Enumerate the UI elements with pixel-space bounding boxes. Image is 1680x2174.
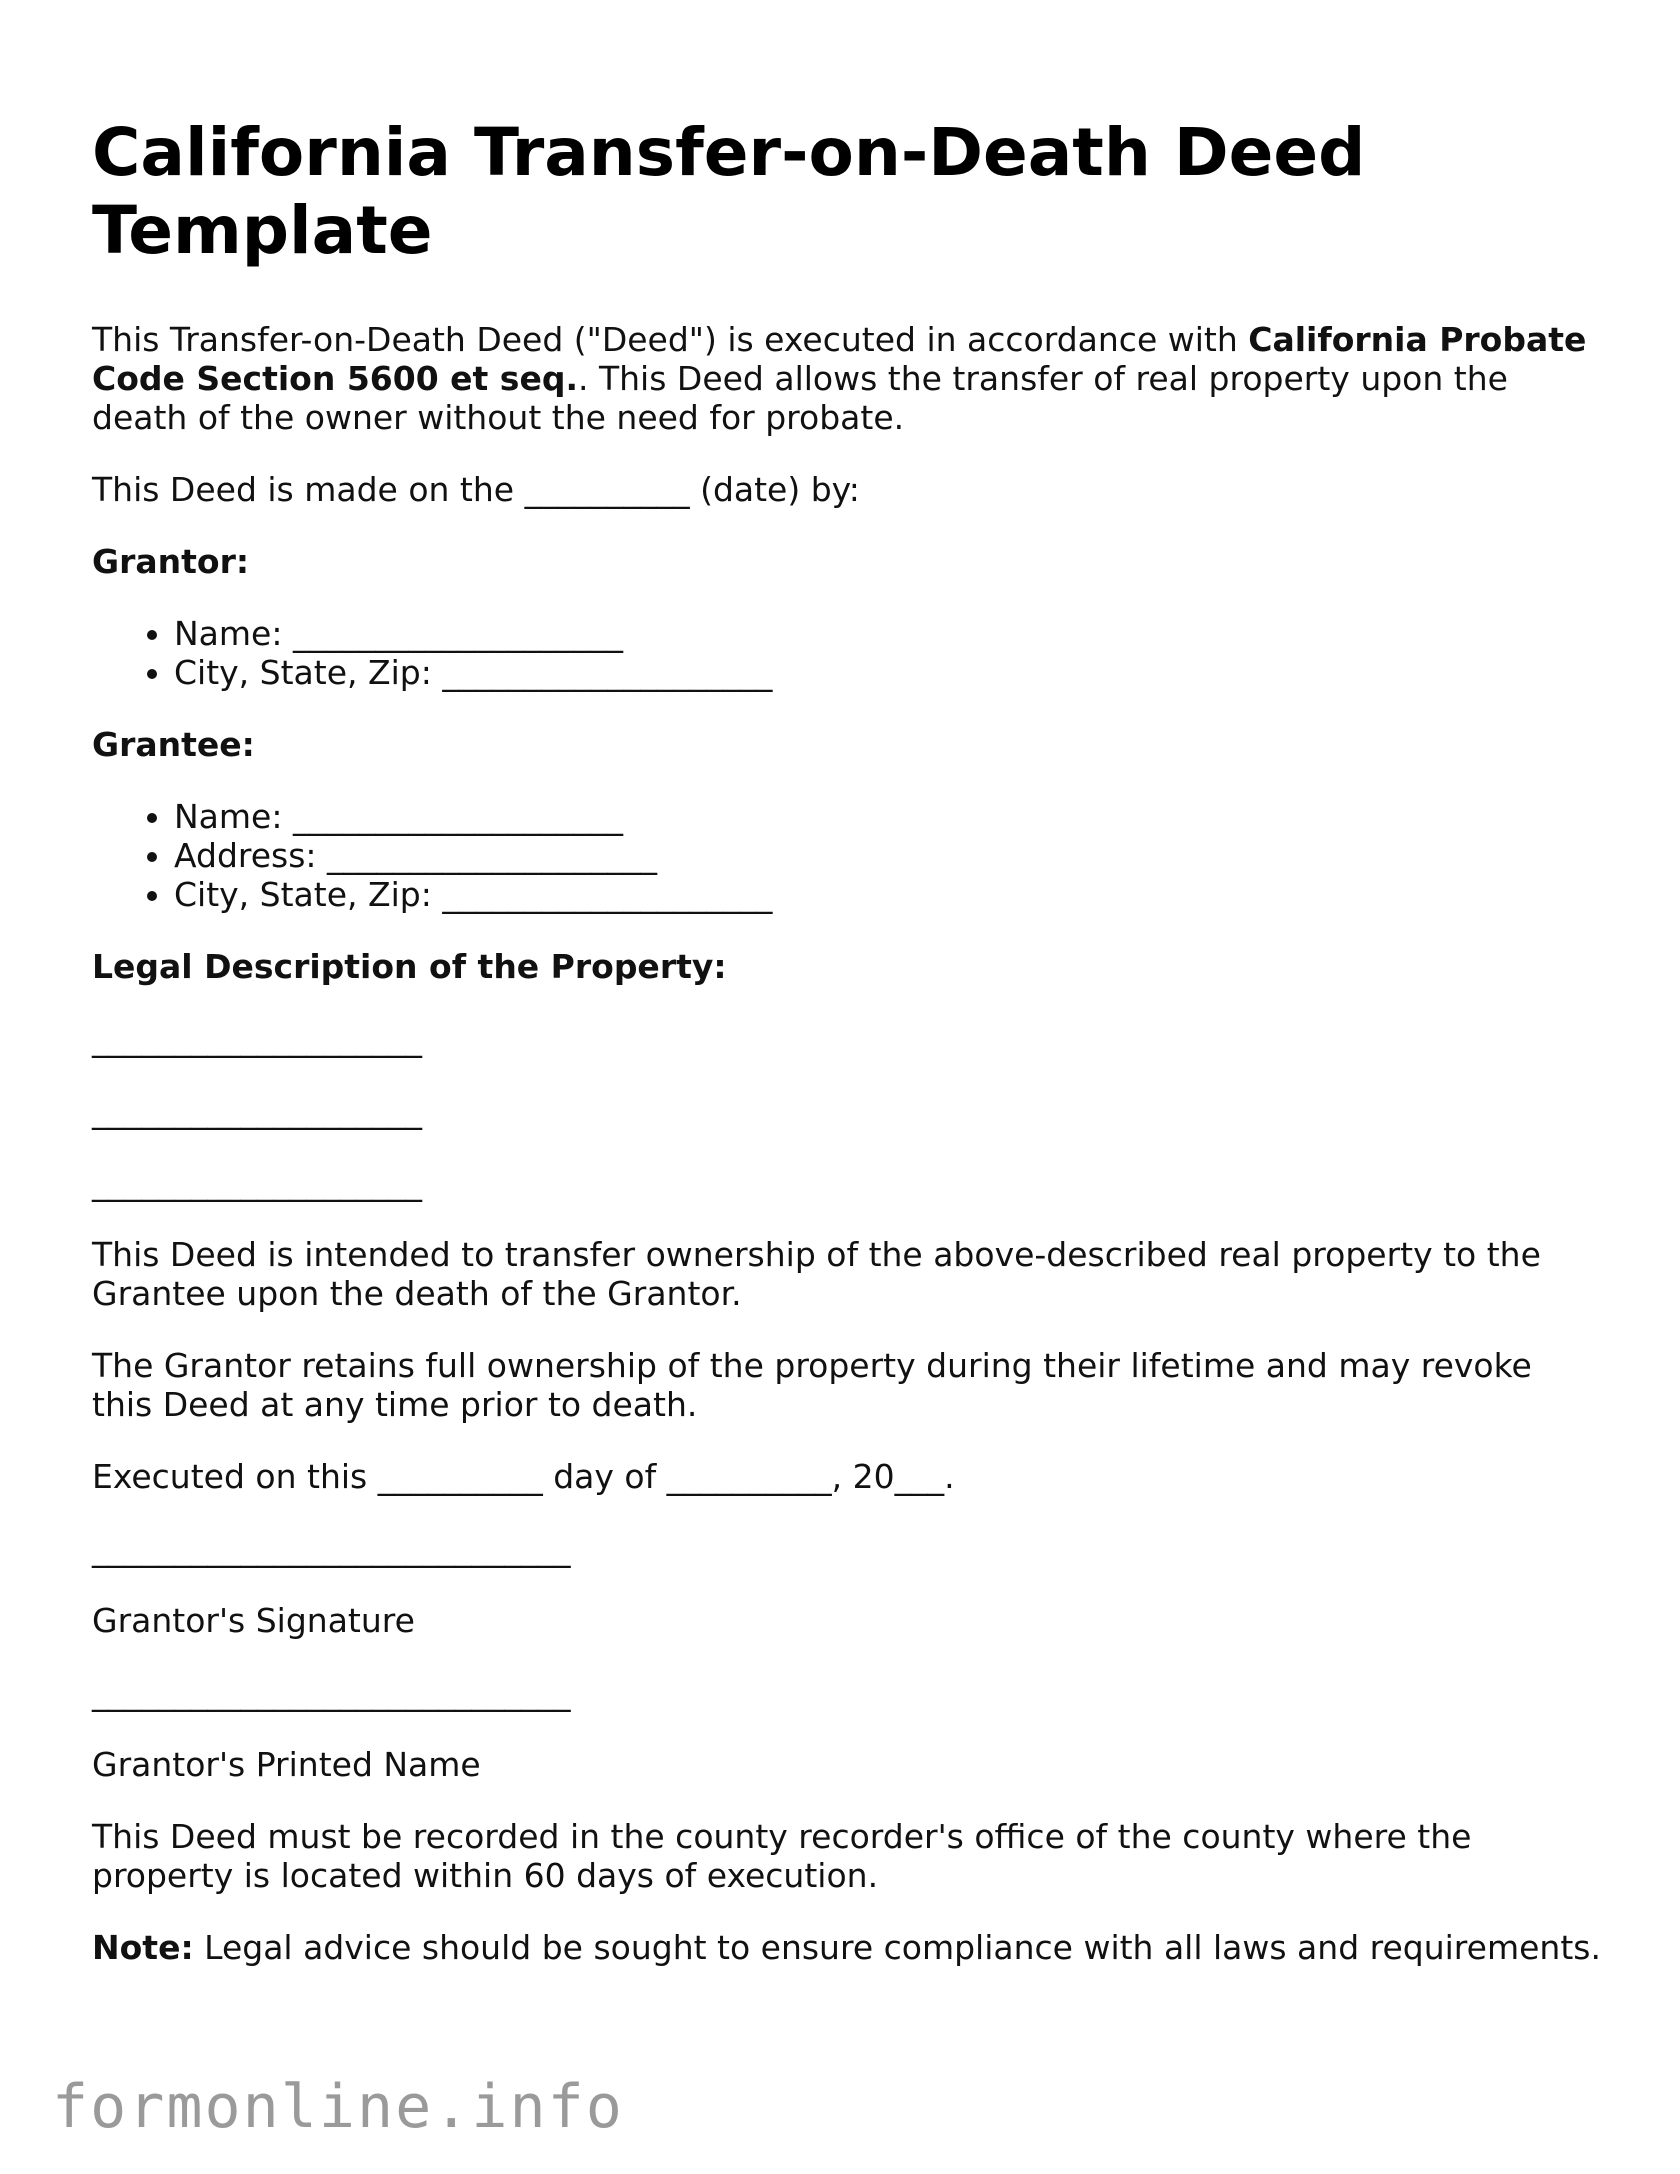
- grantee-city-field: • City, State, Zip: ____________________: [174, 875, 1602, 914]
- signature-line: _____________________________: [92, 1529, 571, 1568]
- executed-line: Executed on this __________ day of __________, 20___.: [92, 1457, 955, 1496]
- printed-name-label: Grantor's Printed Name: [92, 1745, 481, 1784]
- grantor-list: [92, 614, 1602, 692]
- grantee-address-field: • Address: ____________________: [174, 836, 1602, 875]
- recorded-paragraph: This Deed must be recorded in the county recorder's office of the county where the property is located within 60 days of execution.: [92, 1817, 1472, 1895]
- grantor-label: Grantor:: [92, 542, 250, 581]
- document-page: [92, 114, 1602, 2000]
- watermark-text: formonline.info: [52, 2072, 624, 2142]
- grantee-label: Grantee:: [92, 725, 255, 764]
- grantor-name-field: • Name: ____________________: [174, 614, 1602, 653]
- grantor-city-field: • City, State, Zip: ____________________: [174, 653, 1602, 692]
- made-on-line: This Deed is made on the __________ (date) by:: [92, 470, 860, 509]
- signature-label: Grantor's Signature: [92, 1601, 415, 1640]
- grantee-name-field: • Name: ____________________: [174, 797, 1602, 836]
- printed-name-line: _____________________________: [92, 1673, 571, 1712]
- intro-text-1: This Transfer-on-Death Deed ("Deed") is executed in accordance with: [92, 320, 1249, 359]
- note-label: Note:: [92, 1928, 194, 1967]
- intro-text-2: . This Deed allows the transfer of real property upon the death of the owner without the need for probate.: [92, 359, 1508, 437]
- retains-paragraph: The Grantor retains full ownership of the property during their lifetime and may revoke this Deed at any time prior to death.: [92, 1346, 1532, 1424]
- legal-description-line-1: ____________________: [92, 1019, 422, 1058]
- intro-code-reference: California Probate Code Section 5600 et seq.: [92, 320, 1587, 398]
- legal-description-label: Legal Description of the Property:: [92, 947, 727, 986]
- note-paragraph: [92, 1928, 1602, 1967]
- intro-paragraph: [92, 320, 1602, 437]
- note-text: Legal advice should be sought to ensure compliance with all laws and requirements.: [193, 1928, 1601, 1967]
- intent-paragraph: This Deed is intended to transfer ownership of the above-described real property to the Grantee upon the death of the Grantor.: [92, 1235, 1541, 1313]
- legal-description-line-3: ____________________: [92, 1163, 422, 1202]
- legal-description-line-2: ____________________: [92, 1091, 422, 1130]
- grantee-list: [92, 797, 1602, 914]
- page-title: California Transfer-on-Death Deed Template: [92, 114, 1366, 269]
